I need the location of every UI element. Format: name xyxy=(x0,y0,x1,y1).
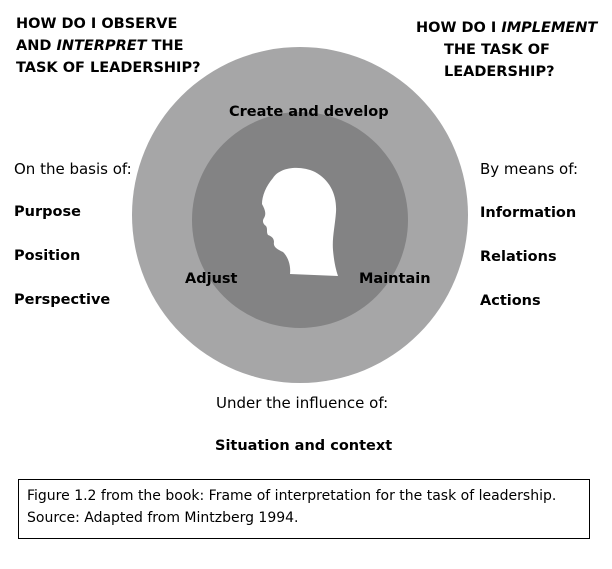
left-heading-line1: HOW DO I OBSERVE xyxy=(16,16,178,32)
left-list-item-position: Position xyxy=(14,248,81,264)
right-list-item-actions: Actions xyxy=(480,293,541,309)
left-heading-line2-em: INTERPRET xyxy=(56,38,147,54)
caption-line2: Source: Adapted from Mintzberg 1994. xyxy=(27,510,299,526)
left-heading-line2 xyxy=(16,35,200,57)
right-heading-line2: THE TASK OF xyxy=(444,42,550,58)
caption-line1: Figure 1.2 from the book: Frame of interpretation for the task of leadership. xyxy=(27,488,557,504)
left-heading-line2-post: THE xyxy=(146,38,184,54)
maintain-label: Maintain xyxy=(359,271,431,287)
adjust-label: Adjust xyxy=(185,271,238,287)
left-list-intro: On the basis of: xyxy=(14,160,132,178)
left-list-item-perspective: Perspective xyxy=(14,292,111,308)
left-heading xyxy=(16,13,200,79)
right-list-item-information: Information xyxy=(480,205,577,221)
right-heading-line1-pre: HOW DO I xyxy=(416,20,502,36)
left-list-item-purpose: Purpose xyxy=(14,204,81,220)
left-heading-line3: TASK OF LEADERSHIP? xyxy=(16,60,201,76)
bottom-intro: Under the influence of: xyxy=(216,394,389,412)
right-heading-line1 xyxy=(416,17,597,39)
right-heading xyxy=(416,17,597,83)
right-heading-line3: LEADERSHIP? xyxy=(444,64,555,80)
right-list-item-relations: Relations xyxy=(480,249,557,265)
figure-caption xyxy=(18,479,590,539)
right-heading-line1-em: IMPLEMENT xyxy=(501,20,598,36)
situation-and-context-label: Situation and context xyxy=(215,438,393,454)
create-and-develop-label: Create and develop xyxy=(229,104,389,120)
left-heading-line2-pre: AND xyxy=(16,38,57,54)
right-list-intro: By means of: xyxy=(480,160,579,178)
